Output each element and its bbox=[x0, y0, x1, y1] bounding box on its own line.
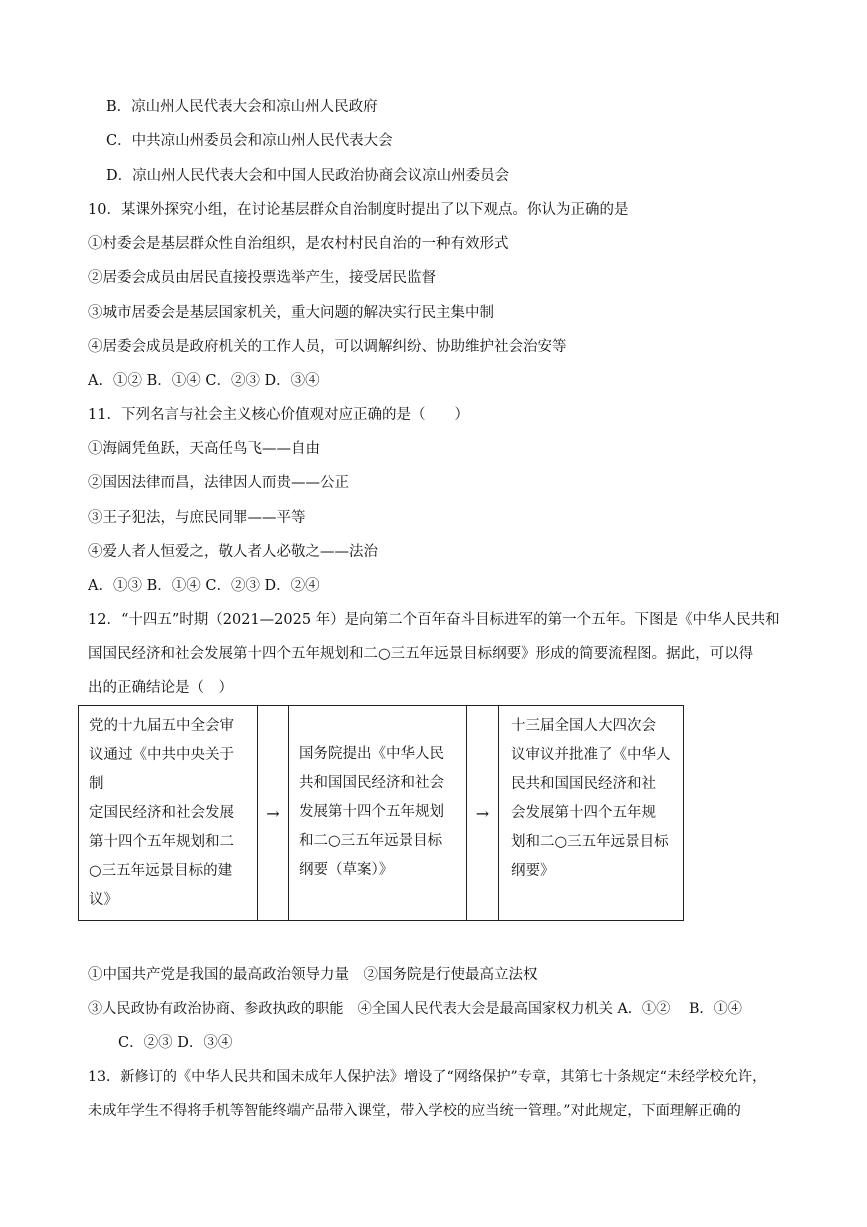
q11-option-1: ①海阔凭鱼跃，天高任鸟飞——自由 bbox=[88, 441, 320, 457]
process-flowchart bbox=[78, 705, 684, 921]
question-12-line-3: 出的正确结论是（ ） bbox=[88, 680, 233, 696]
q10-option-4: ④居委会成员是政府机关的工作人员，可以调解纠纷、协助维护社会治安等 bbox=[88, 339, 567, 355]
flow-step-2: 国务院提出《中华人民 共和国国民经济和社会 发展第十四个五年规划 和二○三五年远景目标 纲要（草案）》 bbox=[289, 706, 467, 920]
question-12-line-1: 12．“十四五”时期（2021—2025 年）是向第二个百年奋斗目标进军的第一个五年。下图是《中华人民共和 bbox=[88, 612, 780, 628]
q10-option-3: ③城市居委会是基层国家机关，重大问题的解决实行民主集中制 bbox=[88, 305, 494, 321]
line-b: B．凉山州人民代表大会和凉山州人民政府 bbox=[106, 99, 378, 115]
q10-option-1: ①村委会是基层群众性自治组织，是农村村民自治的一种有效形式 bbox=[88, 236, 509, 252]
q12-option-12: ①中国共产党是我国的最高政治领导力量 ②国务院是行使最高立法权 bbox=[88, 967, 538, 983]
flow-arrow-1: → bbox=[258, 706, 289, 920]
q12-answers-cont: C．②③ D．③④ bbox=[118, 1035, 233, 1051]
question-10: 10．某课外探究小组，在讨论基层群众自治制度时提出了以下观点。你认为正确的是 bbox=[88, 202, 629, 218]
q11-option-4: ④爱人者人恒爱之，敬人者人必敬之——法治 bbox=[88, 544, 378, 560]
question-13-line-1: 13．新修订的《中华人民共和国未成年人保护法》增设了“网络保护”专章，其第七十条规定“未经学校允许， bbox=[88, 1069, 767, 1085]
q11-option-2: ②国因法律而昌，法律因人而贵——公正 bbox=[88, 475, 349, 491]
q11-answers: A．①③ B．①④ C．②③ D．②④ bbox=[88, 578, 320, 594]
flow-arrow-2: → bbox=[467, 706, 499, 920]
q10-option-2: ②居委会成员由居民直接投票选举产生，接受居民监督 bbox=[88, 270, 436, 286]
line-d: D．凉山州人民代表大会和中国人民政治协商会议凉山州委员会 bbox=[106, 168, 510, 184]
flow-step-1: 党的十九届五中全会审 议通过《中共中央关于制 定国民经济和社会发展 第十四个五年规划和二 ○三五年远景目标的建 议》 bbox=[79, 706, 258, 920]
q10-answers: A．①② B．①④ C．②③ D．③④ bbox=[88, 373, 320, 389]
question-13-line-2: 未成年学生不得将手机等智能终端产品带入课堂，带入学校的应当统一管理。”对此规定，下面理解正确的 bbox=[88, 1103, 741, 1119]
q11-option-3: ③王子犯法，与庶民同罪——平等 bbox=[88, 510, 306, 526]
question-12-line-2: 国国民经济和社会发展第十四个五年规划和二○三五年远景目标纲要》形成的简要流程图。据此，可以得 bbox=[88, 646, 754, 662]
line-c: C．中共凉山州委员会和凉山州人民代表大会 bbox=[106, 133, 393, 149]
question-11: 11．下列名言与社会主义核心价值观对应正确的是（ ） bbox=[88, 407, 469, 423]
flow-step-3: 十三届全国人大四次会 议审议并批准了《中华人 民共和国国民经济和社 会发展第十四个五年规 划和二○三五年远景目标 纲要》 bbox=[511, 718, 671, 879]
q12-option-34: ③人民政协有政治协商、参政执政的职能 ④全国人民代表大会是最高国家权力机关 A．①② B．①④ bbox=[88, 1001, 742, 1017]
